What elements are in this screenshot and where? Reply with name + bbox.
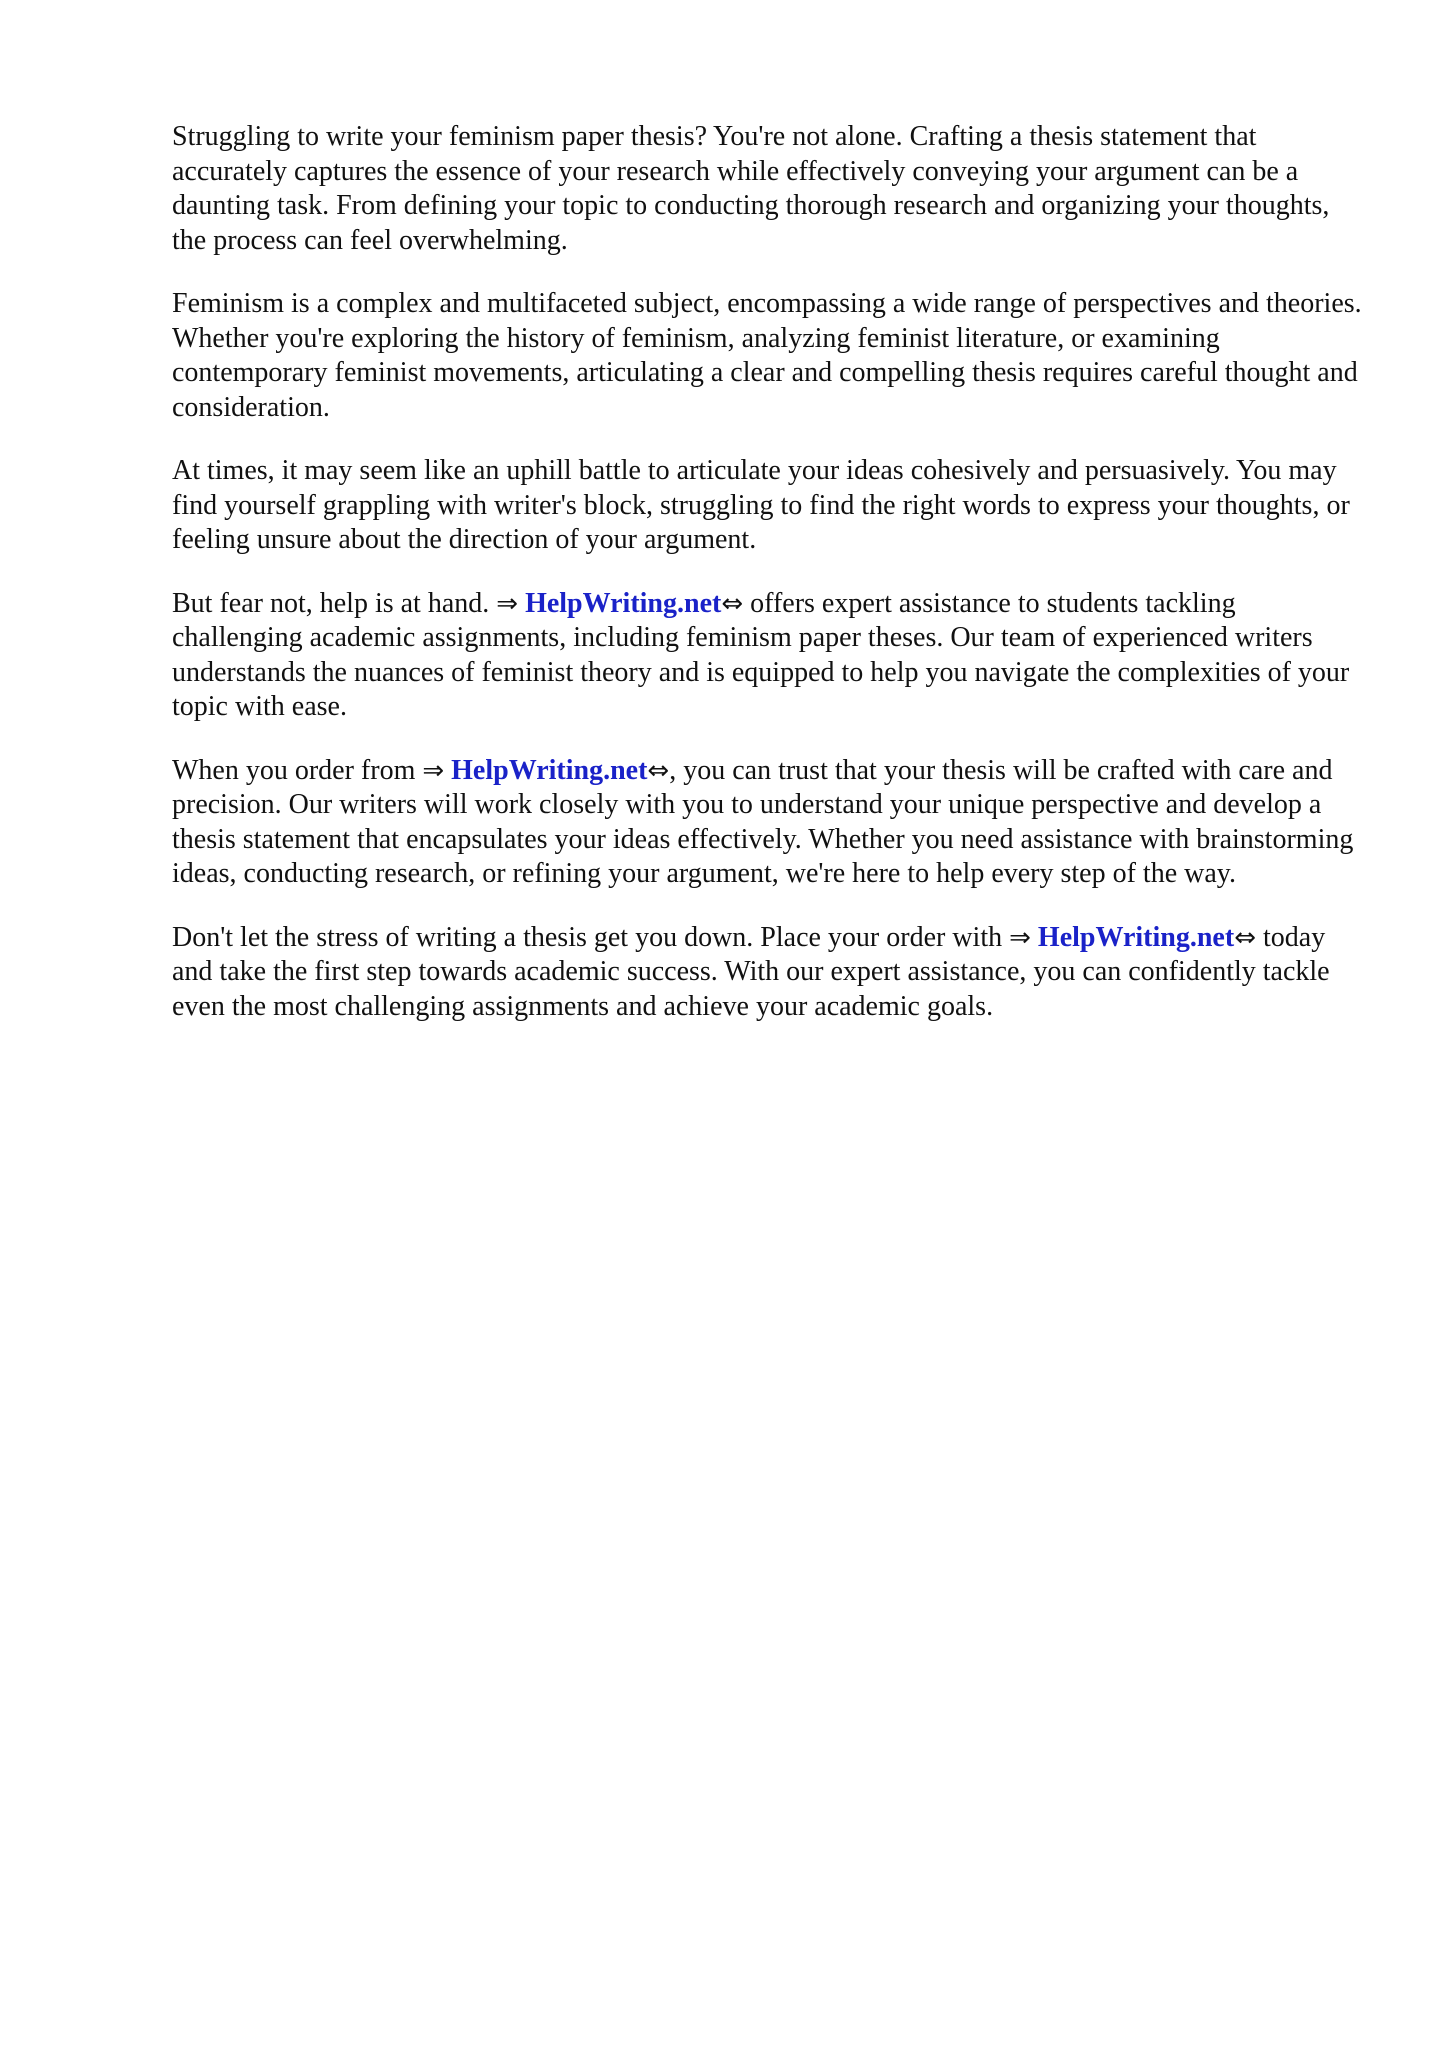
- helpwriting-link[interactable]: HelpWriting.net: [1037, 921, 1235, 953]
- paragraph-place-order: [172, 921, 1367, 1025]
- paragraph-uphill-battle: At times, it may seem like an uphill battle to articulate your ideas cohesively and persuasively. You may find yourself grappling with writer's block, struggling to find the right words to express your thoughts, or feeling unsure about the direction of your argument.: [172, 455, 1350, 555]
- paragraph-text-before: Don't let the stress of writing a thesis get you down. Place your order with: [172, 921, 1010, 953]
- right-double-arrow-icon: ⇒: [422, 755, 445, 786]
- left-right-double-arrow-icon: ⇔: [721, 588, 744, 619]
- left-right-double-arrow-icon: ⇔: [1234, 922, 1256, 953]
- right-double-arrow-icon: ⇒: [496, 588, 519, 619]
- paragraph-text-before: When you order from: [172, 754, 423, 786]
- paragraph-feminism-subject: Feminism is a complex and multifaceted subject, encompassing a wide range of perspectives and theories. Whether you're exploring the history of feminism, analyzing feminist literature, or examining contemporary feminist movements, articulating a clear and compelling thesis requires careful thought and consideration.: [172, 288, 1362, 423]
- helpwriting-link[interactable]: HelpWriting.net: [525, 587, 722, 619]
- paragraph-text-after: , you can trust that your thesis will be crafted with care and precision. Our writers will work closely with you to understand your unique perspective and develop a thesis statement that encapsulates your ideas effectively. Whether you need assistance with brainstorming ideas, conducting research, or refining your argument, we're here to help every step of the way.: [172, 754, 1354, 889]
- paragraph-text-after: offers expert assistance to students tackling challenging academic assignments, including feminism paper theses. Our team of experienced writers understands the nuances of feminist theory and is equipped to help you navigate the complexities of your topic with ease.: [172, 587, 1350, 722]
- right-double-arrow-icon: ⇒: [1009, 922, 1031, 953]
- left-right-double-arrow-icon: ⇔: [647, 755, 670, 786]
- paragraph-order-from: [172, 754, 1367, 892]
- document-page: [172, 120, 1367, 1053]
- paragraph-text-after: today and take the first step towards academic success. With our expert assistance, you can confidently tackle even the most challenging assignments and achieve your academic goals.: [172, 921, 1330, 1022]
- paragraph-intro: Struggling to write your feminism paper thesis? You're not alone. Crafting a thesis statement that accurately captures the essence of your research while effectively conveying your argument can be a daunting task. From defining your topic to conducting thorough research and organizing your thoughts, the process can feel overwhelming.: [172, 121, 1330, 256]
- paragraph-help-at-hand: [172, 587, 1367, 725]
- paragraph-text-before: But fear not, help is at hand.: [172, 587, 497, 619]
- helpwriting-link[interactable]: HelpWriting.net: [451, 754, 648, 786]
